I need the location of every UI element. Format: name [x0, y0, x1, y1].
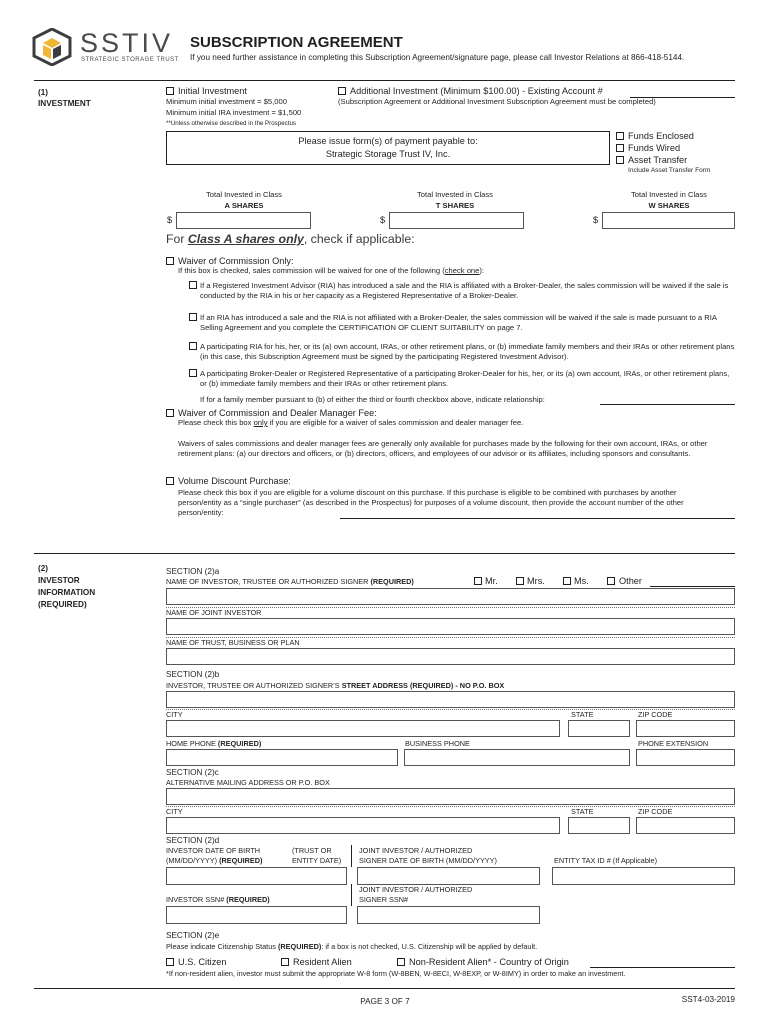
additional-note: (Subscription Agreement or Additional Investment Subscription Agreement must be completed)	[338, 97, 656, 106]
waiver-dm-desc	[178, 419, 523, 428]
joint-dob-label-2: SIGNER DATE OF BIRTH (MM/DD/YYYY)	[359, 856, 497, 865]
section-2a-heading: SECTION (2)a	[166, 567, 220, 576]
trust-or-label-2: ENTITY DATE)	[292, 856, 342, 865]
nonresident-alien-checkbox[interactable]	[397, 958, 405, 966]
class-t-total-label: Total Invested in Class	[417, 190, 493, 199]
section-2-rule	[34, 553, 735, 554]
home-phone-required: (REQUIRED)	[217, 739, 262, 748]
investor-name-label-text: NAME OF INVESTOR, TRUSTEE OR AUTHORIZED SIGNER	[166, 577, 371, 586]
joint-investor-label: NAME OF JOINT INVESTOR	[166, 608, 262, 617]
alt-city-field[interactable]	[166, 817, 560, 834]
funds-wired-checkbox[interactable]	[616, 144, 624, 152]
asset-transfer-label: Asset Transfer	[628, 155, 688, 165]
waiver-commission-desc-post: ):	[479, 266, 485, 275]
us-citizen-checkbox[interactable]	[166, 958, 174, 966]
investor-ssn-field[interactable]	[166, 906, 347, 924]
state-label: STATE	[571, 710, 594, 719]
class-a-dollar: $	[167, 215, 173, 225]
investor-dob-label-2	[166, 857, 263, 865]
street-address-label	[166, 682, 504, 690]
for-class-emphasis: Class A shares only	[187, 232, 304, 246]
class-w-amount-field[interactable]	[602, 212, 735, 229]
waiver-dm-desc-pre: Please check this box	[178, 418, 254, 427]
relationship-field[interactable]	[600, 404, 735, 405]
volume-discount-checkbox[interactable]	[166, 477, 174, 485]
waiver-commission-desc	[178, 267, 484, 276]
for-class-heading	[166, 232, 415, 246]
city-field[interactable]	[166, 720, 560, 737]
participating-bd-text: A participating Broker-Dealer or Registered Representative of a participating Broker-Dealer for his, her, or its (a) own account, IRAs, or other retirement plans, or (b) immediate family members and their IRAs or other retirement plans.	[200, 369, 730, 389]
waiver-dm-checkbox[interactable]	[166, 409, 174, 417]
nonresident-alien-label: Non-Resident Alien* - Country of Origin	[409, 957, 569, 967]
ria-affiliated-checkbox[interactable]	[189, 281, 197, 289]
investor-ssn-required: (REQUIRED)	[226, 895, 270, 904]
asset-transfer-checkbox[interactable]	[616, 156, 624, 164]
trust-name-label: NAME OF TRUST, BUSINESS OR PLAN	[166, 638, 300, 647]
waiver-commission-label: Waiver of Commission Only:	[178, 256, 294, 266]
investor-ssn-label-text: INVESTOR SSN#	[166, 895, 227, 904]
class-t-label: T SHARES	[435, 201, 475, 210]
waiver-commission-desc-pre: If this box is checked, sales commission will be waived for one of the following (	[178, 266, 445, 275]
waiver-dm-desc-post: if you are eligible for a waiver of sales commission and dealer manager fee.	[267, 418, 524, 427]
initial-investment-checkbox[interactable]	[166, 87, 174, 95]
trust-name-field[interactable]	[166, 648, 735, 665]
ria-affiliated-text: If a Registered Investment Advisor (RIA) has introduced a sale and the RIA is affiliated with a Broker-Dealer, the sales commission will be waived if the sale is conducted by the RIA in his or her capacity as a Registered Representative of a Broker-Dealer.	[200, 281, 729, 301]
other-title-label: Other	[619, 576, 642, 586]
trust-or-label-1: (TRUST OR	[292, 846, 332, 855]
page-number: PAGE 3 OF 7	[360, 997, 410, 1006]
section-2c-heading: SECTION (2)c	[166, 768, 219, 777]
investor-ssn-label	[166, 896, 270, 904]
funds-wired-label: Funds Wired	[628, 143, 681, 153]
home-phone-label-text: HOME PHONE	[166, 739, 218, 748]
nonresident-note: *If non-resident alien, investor must submit the appropriate W-8 form (W-8BEN, W-8ECI, W-8EXP, or W-8IMY) in order to make an investment.	[166, 969, 626, 978]
check-one-text: check one	[444, 266, 480, 275]
mr-label: Mr.	[485, 576, 498, 586]
ria-not-affiliated-text: If an RIA has introduced a sale and the RIA is not affiliated with a Broker-Dealer, the sales commission will be waived if the sale is made pursuant to a RIA Selling Agreement and you complete the CERTIFICATION OF CLIENT SUITABILITY on page 7.	[200, 313, 717, 333]
resident-alien-checkbox[interactable]	[281, 958, 289, 966]
alt-zip-label: ZIP CODE	[638, 807, 673, 816]
mrs-label: Mrs.	[527, 576, 545, 586]
phone-extension-field[interactable]	[636, 749, 735, 766]
class-w-total-label: Total Invested in Class	[631, 190, 707, 199]
initial-ira-text: Minimum initial IRA investment = $1,500	[166, 108, 302, 117]
section-1-title: INVESTMENT	[38, 99, 91, 108]
investor-dob-field[interactable]	[166, 867, 347, 885]
home-phone-field[interactable]	[166, 749, 398, 766]
section-2-title-2: INFORMATION	[38, 588, 96, 597]
citizenship-instructions	[166, 943, 537, 951]
business-phone-label: BUSINESS PHONE	[405, 739, 470, 748]
joint-dob-label-1: JOINT INVESTOR / AUTHORIZED	[359, 846, 473, 855]
class-a-label: A SHARES	[224, 201, 264, 210]
dob-divider	[351, 845, 352, 867]
investor-dob-format: (MM/DD/YYYY)	[166, 856, 220, 865]
section-2e-heading: SECTION (2)e	[166, 931, 220, 940]
phone-extension-label: PHONE EXTENSION	[638, 739, 709, 748]
class-t-amount-field[interactable]	[389, 212, 524, 229]
additional-investment-label: Additional Investment (Minimum $100.00) - Existing Account #	[350, 86, 603, 96]
participating-ria-checkbox[interactable]	[189, 342, 197, 350]
street-address-required: STREET ADDRESS (REQUIRED) - NO P.O. BOX	[341, 681, 505, 690]
section-2-title-3: (REQUIRED)	[38, 600, 87, 609]
page-title: SUBSCRIPTION AGREEMENT	[190, 34, 403, 51]
sst-logo-icon	[32, 28, 72, 66]
footer-rule	[34, 988, 735, 989]
entity-tax-field[interactable]	[552, 867, 735, 885]
alt-mailing-label: ALTERNATIVE MAILING ADDRESS OR P.O. BOX	[166, 778, 330, 787]
payable-line1: Please issue form(s) of payment payable to:	[298, 136, 478, 146]
section-2b-heading: SECTION (2)b	[166, 670, 220, 679]
section-2-number: (2)	[38, 564, 49, 573]
investor-name-field[interactable]	[166, 588, 735, 605]
funds-enclosed-label: Funds Enclosed	[628, 131, 694, 141]
for-class-post: , check if applicable:	[303, 232, 415, 246]
street-address-label-text: INVESTOR, TRUSTEE OR AUTHORIZED SIGNER’S	[166, 681, 342, 690]
payable-line2: Strategic Storage Trust IV, Inc.	[325, 149, 451, 159]
unless-note: **Unless otherwise described in the Prospectus	[166, 120, 297, 127]
investor-dob-label-1: INVESTOR DATE OF BIRTH	[166, 846, 261, 855]
zip-field[interactable]	[636, 720, 735, 737]
alt-state-label: STATE	[571, 807, 594, 816]
citizenship-required: (REQUIRED)	[277, 942, 322, 951]
class-t-dollar: $	[380, 215, 386, 225]
joint-ssn-label-1: JOINT INVESTOR / AUTHORIZED	[359, 885, 473, 894]
joint-ssn-label-2: SIGNER SSN#	[359, 895, 409, 904]
ms-label: Ms.	[574, 576, 589, 586]
investor-name-label	[166, 578, 414, 586]
joint-investor-field[interactable]	[166, 618, 735, 635]
citizenship-post: : if a box is not checked, U.S. Citizenship will be applied by default.	[321, 942, 538, 951]
waiver-dm-paragraph: Waivers of sales commissions and dealer manager fees are generally only available for purchases made by the following for their own account, IRAs, or other retirement plans: (a) our directors and officers, or (b) directors, officers, and employees of our advisor or its affiliates, including sponsors and consultants.	[178, 439, 708, 459]
investor-name-required: (REQUIRED)	[370, 577, 414, 586]
country-of-origin-field[interactable]	[590, 967, 735, 968]
volume-discount-desc: Please check this box if you are eligible for a volume discount on this purchase. If this purchase is eligible to be combined with purchases by another person/entity as a “single purchaser” (as described in the Prospectus) for purposes of a volume discount, then provide the account number of the other person/entity:	[178, 488, 684, 518]
waiver-commission-checkbox[interactable]	[166, 257, 174, 265]
state-field[interactable]	[568, 720, 630, 737]
for-class-pre: For	[166, 232, 188, 246]
resident-alien-label: Resident Alien	[293, 957, 352, 967]
other-title-checkbox[interactable]	[607, 577, 615, 585]
participating-bd-checkbox[interactable]	[189, 369, 197, 377]
joint-dob-field[interactable]	[357, 867, 540, 885]
mrs-checkbox[interactable]	[516, 577, 524, 585]
logo-subtitle: STRATEGIC STORAGE TRUST	[81, 57, 179, 63]
waiver-dm-only: only	[253, 418, 268, 427]
citizenship-pre: Please indicate Citizenship Status	[166, 942, 278, 951]
class-a-amount-field[interactable]	[176, 212, 311, 229]
mr-checkbox[interactable]	[474, 577, 482, 585]
form-code: SST4-03-2019	[681, 995, 735, 1004]
alt-city-label: CITY	[166, 807, 183, 816]
alt-zip-field[interactable]	[636, 817, 735, 834]
class-a-total-label: Total Invested in Class	[206, 190, 282, 199]
ms-checkbox[interactable]	[563, 577, 571, 585]
ssn-divider	[351, 884, 352, 906]
home-phone-label	[166, 740, 261, 748]
initial-min-text: Minimum initial investment = $5,000	[166, 97, 287, 106]
entity-tax-label: ENTITY TAX ID # (If Applicable)	[554, 856, 658, 865]
joint-ssn-field[interactable]	[357, 906, 540, 924]
class-w-dollar: $	[593, 215, 599, 225]
asset-transfer-note: Include Asset Transfer Form	[628, 167, 711, 174]
initial-investment-label: Initial Investment	[178, 86, 247, 96]
other-title-field[interactable]	[650, 586, 735, 587]
participating-ria-text: A participating RIA for his, her, or its (a) own account, IRAs, or other retirement plans, or (b) immediate family members and their IRAs or other retirement plans (in this case, this Subscription Agreement must be signed by the participating Registered Investment Advisor).	[200, 342, 735, 362]
funds-enclosed-checkbox[interactable]	[616, 132, 624, 140]
volume-discount-label: Volume Discount Purchase:	[178, 476, 291, 486]
section-1-rule	[34, 80, 735, 81]
business-phone-field[interactable]	[404, 749, 630, 766]
zip-label: ZIP CODE	[638, 710, 673, 719]
alt-state-field[interactable]	[568, 817, 630, 834]
section-2d-heading: SECTION (2)d	[166, 836, 220, 845]
family-member-label: If for a family member pursuant to (b) of either the third or fourth checkbox above, indicate relationship:	[200, 395, 545, 404]
logo-text: SSTIV	[80, 28, 174, 58]
other-account-number-field[interactable]	[340, 518, 735, 519]
ria-not-affiliated-checkbox[interactable]	[189, 313, 197, 321]
class-w-label: W SHARES	[648, 201, 690, 210]
investor-dob-required: (REQUIRED)	[219, 856, 263, 865]
additional-investment-checkbox[interactable]	[338, 87, 346, 95]
alt-mailing-field[interactable]	[166, 788, 735, 805]
section-1-number: (1)	[38, 88, 49, 97]
city-label: CITY	[166, 710, 183, 719]
waiver-dm-label: Waiver of Commission and Dealer Manager Fee:	[178, 408, 377, 418]
street-address-field[interactable]	[166, 691, 735, 708]
assistance-text: If you need further assistance in completing this Subscription Agreement/signature page, please call Investor Relations at 866-418-5144.	[190, 53, 685, 62]
us-citizen-label: U.S. Citizen	[178, 957, 227, 967]
section-2-title-1: INVESTOR	[38, 576, 80, 585]
